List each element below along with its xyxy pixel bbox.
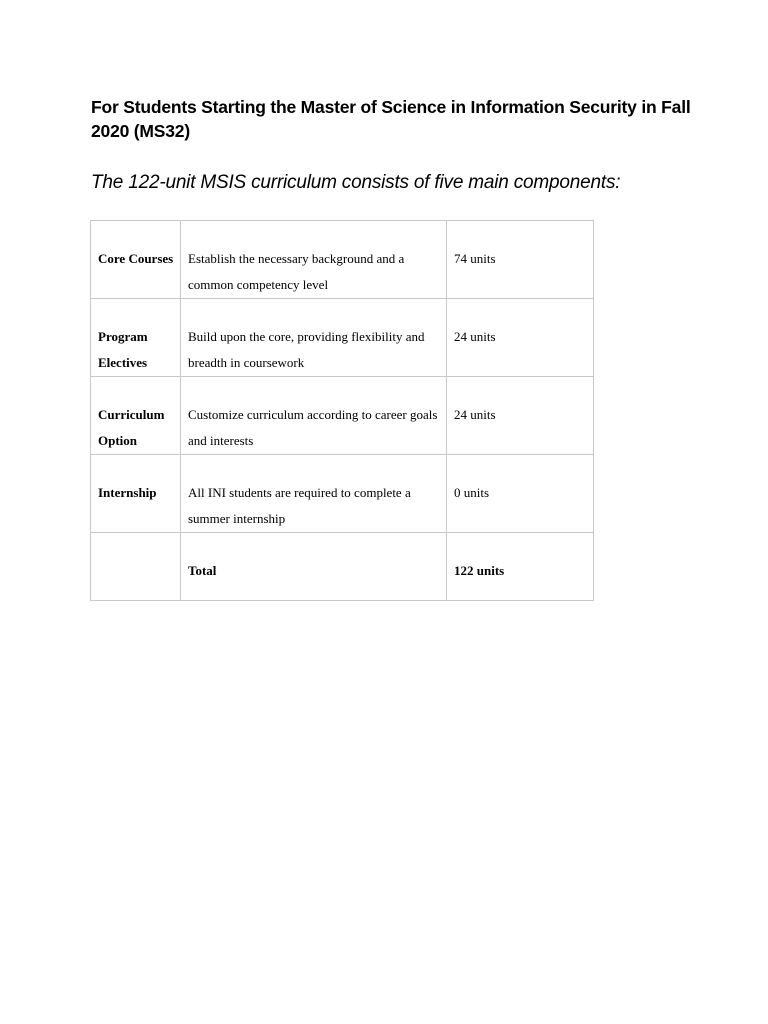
table-row [91, 377, 594, 455]
total-row [91, 533, 594, 601]
document-heading: For Students Starting the Master of Science in Information Security in Fall 2020 (MS32) [91, 97, 691, 141]
component-name-cell: Curriculum Option [91, 377, 181, 455]
component-name-cell: Core Courses [91, 221, 181, 299]
component-units-cell: 24 units [447, 299, 594, 377]
total-units-cell: 122 units [447, 533, 594, 601]
component-name-cell: Internship [91, 455, 181, 533]
component-description-cell: All INI students are required to complete a summer internship [181, 455, 447, 533]
component-name-cell: Program Electives [91, 299, 181, 377]
component-units-cell: 74 units [447, 221, 594, 299]
total-label-cell: Total [181, 533, 447, 601]
component-units-cell: 24 units [447, 377, 594, 455]
component-description-cell: Customize curriculum according to career goals and interests [181, 377, 447, 455]
component-units-cell: 0 units [447, 455, 594, 533]
component-description-cell: Build upon the core, providing flexibility and breadth in coursework [181, 299, 447, 377]
total-empty-cell [91, 533, 181, 601]
curriculum-table [90, 220, 594, 601]
table-row [91, 221, 594, 299]
component-description-cell: Establish the necessary background and a common competency level [181, 221, 447, 299]
table-row [91, 299, 594, 377]
table-row [91, 455, 594, 533]
document-subheading: The 122-unit MSIS curriculum consists of five main components: [91, 172, 621, 193]
